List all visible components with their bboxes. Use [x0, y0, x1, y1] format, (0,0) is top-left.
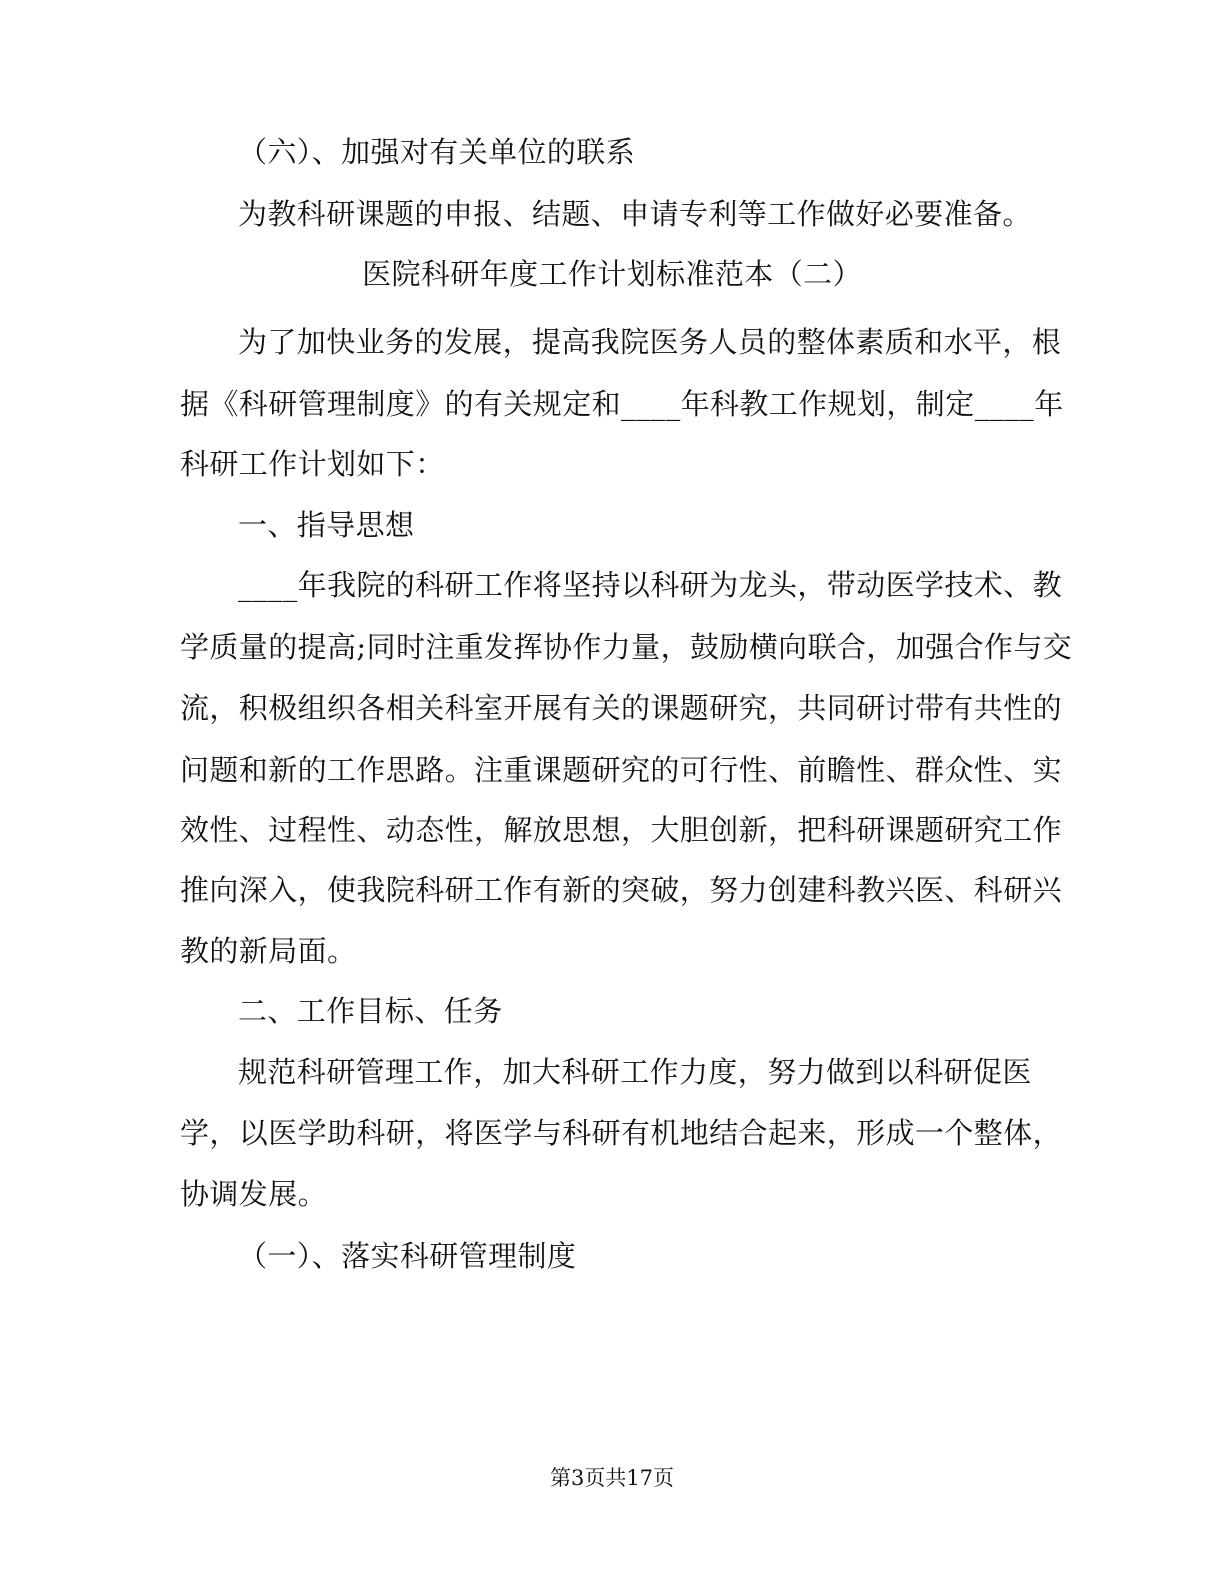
paragraph-line: 协调发展。	[180, 1177, 328, 1211]
section-heading-6: （六）、加强对有关单位的联系	[238, 135, 636, 169]
paragraph-line: 科研工作计划如下：	[180, 447, 445, 481]
page-footer: 第3页共17页	[549, 1466, 675, 1490]
section-heading-2: 二、工作目标、任务	[238, 994, 503, 1028]
paragraph-line: 问题和新的工作思路。注重课题研究的可行性、前瞻性、群众性、实	[180, 753, 1063, 787]
paragraph-line: 为教科研课题的申报、结题、申请专利等工作做好必要准备。	[238, 197, 1032, 231]
paragraph-line: 学，以医学助科研，将医学与科研有机地结合起来，形成一个整体，	[180, 1116, 1063, 1150]
paragraph-line: 效性、过程性、动态性，解放思想，大胆创新，把科研课题研究工作	[180, 813, 1063, 847]
paragraph-line: 为了加快业务的发展，提高我院医务人员的整体素质和水平，根	[238, 325, 1062, 359]
paragraph-line: ____年我院的科研工作将坚持以科研为龙头，带动医学技术、教	[238, 568, 1063, 602]
paragraph-line: 学质量的提高;同时注重发挥协作力量，鼓励横向联合，加强合作与交	[180, 630, 1073, 664]
paragraph-line: 流，积极组织各相关科室开展有关的课题研究，共同研讨带有共性的	[180, 691, 1063, 725]
paragraph-line: 据《科研管理制度》的有关规定和____年科教工作规划，制定____年	[180, 387, 1064, 421]
paragraph-line: 规范科研管理工作，加大科研工作力度，努力做到以科研促医	[238, 1055, 1032, 1089]
paragraph-line: 教的新局面。	[180, 934, 357, 968]
section-heading-1: 一、指导思想	[238, 508, 415, 542]
document-title: 医院科研年度工作计划标准范本（二）	[362, 257, 862, 291]
paragraph-line: 推向深入，使我院科研工作有新的突破，努力创建科教兴医、科研兴	[180, 873, 1063, 907]
subsection-heading-1: （一）、落实科研管理制度	[238, 1239, 577, 1273]
